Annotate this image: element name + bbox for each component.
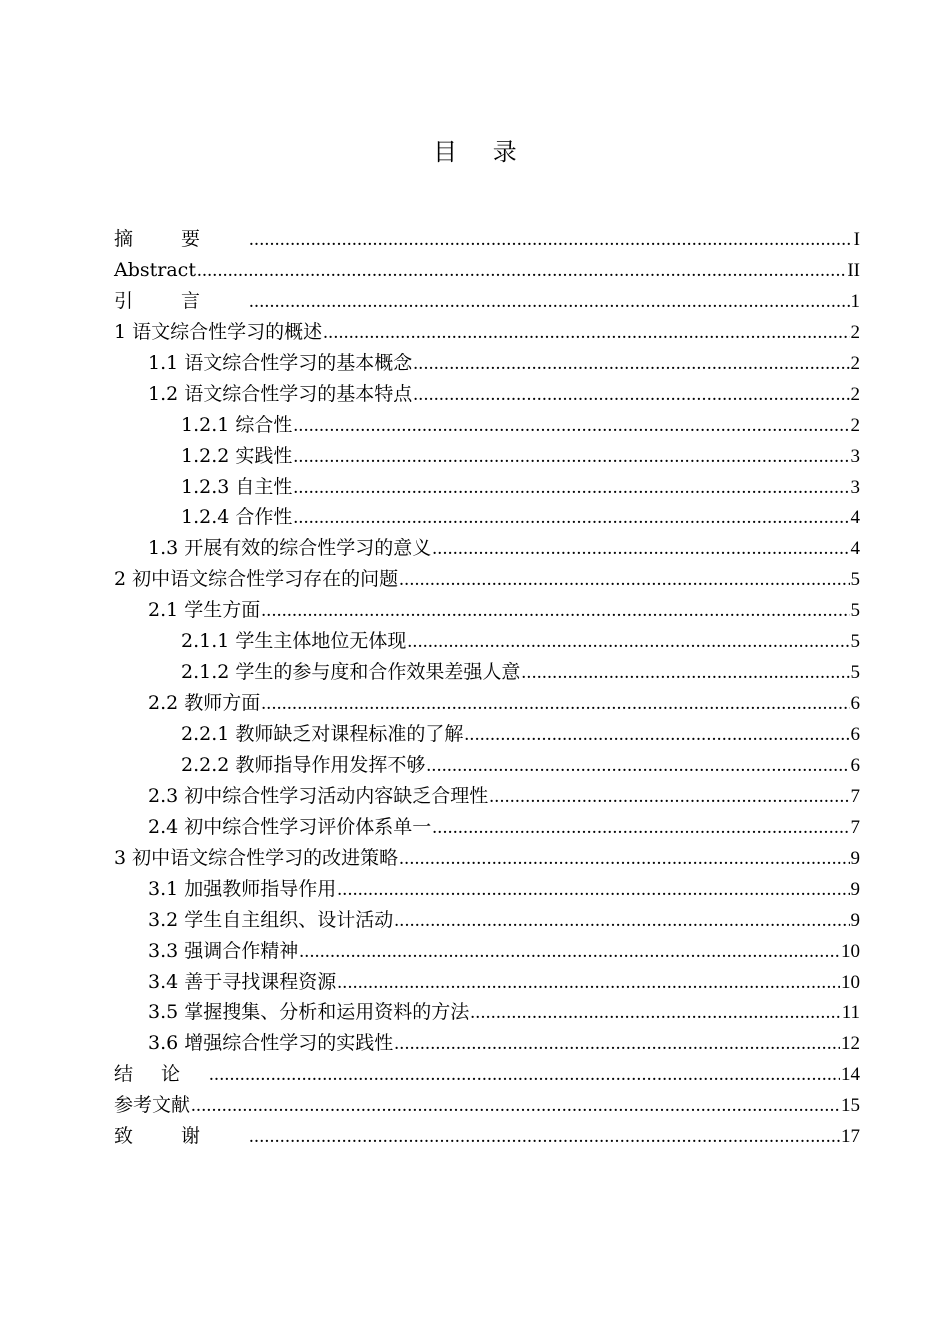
toc-entry-label: 致谢 — [114, 1125, 249, 1148]
toc-entry-label: 3 初中语文综合性学习的改进策略 — [114, 846, 399, 869]
toc-dot-leader — [413, 380, 849, 411]
toc-dot-leader — [407, 627, 849, 658]
toc-entry-label: 3.6 增强综合性学习的实践性 — [148, 1032, 394, 1055]
toc-page-number: 17 — [841, 1126, 860, 1148]
toc-entry[interactable] — [114, 905, 860, 936]
toc-entry-label: 3.2 学生自主组织、设计活动 — [148, 908, 394, 931]
toc-entry[interactable] — [114, 719, 860, 750]
toc-page-number: 6 — [850, 724, 860, 745]
toc-page-number: 4 — [850, 507, 860, 529]
table-of-contents — [114, 224, 860, 1152]
toc-dot-leader — [323, 318, 849, 349]
toc-page-number: 5 — [850, 600, 860, 622]
toc-entry-label: 1.2.4 合作性 — [181, 506, 293, 529]
toc-entry-label: 2.3 初中综合性学习活动内容缺乏合理性 — [148, 784, 489, 807]
toc-dot-leader — [470, 998, 840, 1029]
toc-page-number: 3 — [850, 476, 860, 498]
toc-entry-label: 2.4 初中综合性学习评价体系单一 — [148, 815, 432, 838]
toc-page-number: 2 — [850, 321, 860, 343]
toc-dot-leader — [249, 1122, 840, 1153]
toc-page-number: 1 — [850, 290, 860, 312]
toc-entry[interactable] — [114, 379, 860, 410]
toc-entry-label: 1 语文综合性学习的概述 — [114, 320, 323, 343]
toc-dot-leader — [293, 503, 849, 534]
toc-entry[interactable] — [114, 874, 860, 905]
toc-page-number: II — [847, 259, 860, 281]
toc-entry[interactable] — [114, 317, 860, 348]
toc-entry-label: 3.1 加强教师指导作用 — [148, 877, 337, 900]
toc-entry[interactable] — [114, 564, 860, 595]
toc-entry[interactable] — [114, 441, 860, 472]
toc-dot-leader — [399, 844, 849, 875]
toc-page-number: 7 — [850, 816, 860, 838]
toc-page-number: 15 — [841, 1095, 860, 1117]
toc-entry-label: 1.2.3 自主性 — [181, 475, 293, 498]
toc-dot-leader — [209, 1060, 840, 1091]
toc-dot-leader — [249, 225, 853, 256]
toc-dot-leader — [249, 287, 849, 318]
toc-page-number: I — [853, 229, 860, 250]
toc-entry[interactable] — [114, 1090, 860, 1121]
toc-page-number: 9 — [850, 878, 860, 900]
toc-entry[interactable] — [114, 224, 860, 255]
toc-page-number: 9 — [850, 909, 860, 931]
toc-page-number: 9 — [850, 847, 860, 869]
toc-page-number: 4 — [850, 538, 860, 560]
toc-entry[interactable] — [114, 626, 860, 657]
toc-entry[interactable] — [114, 595, 860, 626]
toc-entry[interactable] — [114, 348, 860, 379]
toc-dot-leader — [261, 689, 849, 720]
toc-dot-leader — [521, 658, 849, 689]
toc-entry[interactable] — [114, 1121, 860, 1152]
toc-entry[interactable] — [114, 286, 860, 317]
toc-entry-label: 1.1 语文综合性学习的基本概念 — [148, 351, 413, 374]
toc-entry-label: 结论 — [114, 1063, 209, 1086]
toc-page-number: 6 — [850, 754, 860, 776]
toc-entry[interactable] — [114, 1059, 860, 1090]
toc-entry[interactable] — [114, 750, 860, 781]
toc-page-number: 14 — [841, 1064, 860, 1086]
toc-page-number: 11 — [841, 1002, 860, 1024]
toc-dot-leader — [399, 565, 849, 596]
toc-entry-label: 2.2.2 教师指导作用发挥不够 — [181, 753, 426, 776]
toc-page-number: 2 — [850, 414, 860, 436]
toc-dot-leader — [413, 349, 849, 380]
toc-dot-leader — [293, 473, 849, 504]
toc-dot-leader — [432, 813, 849, 844]
toc-entry-label: 3.3 强调合作精神 — [148, 939, 299, 962]
toc-entry-label: 2.1.1 学生主体地位无体现 — [181, 630, 407, 653]
toc-dot-leader — [299, 937, 840, 968]
toc-entry-label: 摘要 — [114, 228, 249, 250]
toc-page-number: 2 — [850, 383, 860, 405]
toc-entry[interactable] — [114, 533, 860, 564]
toc-entry[interactable] — [114, 936, 860, 967]
toc-entry[interactable] — [114, 657, 860, 688]
toc-dot-leader — [464, 720, 849, 751]
toc-entry-label: 1.2.1 综合性 — [181, 413, 293, 436]
toc-dot-leader — [293, 442, 849, 473]
toc-entry[interactable] — [114, 255, 860, 286]
toc-page-number: 10 — [841, 971, 860, 993]
toc-page-number: 7 — [850, 785, 860, 807]
toc-entry[interactable] — [114, 1028, 860, 1059]
toc-entry-label: 1.2 语文综合性学习的基本特点 — [148, 382, 413, 405]
toc-entry-label: 2.1.2 学生的参与度和合作效果差强人意 — [181, 661, 521, 684]
toc-entry-label: 2.1 学生方面 — [148, 599, 261, 622]
toc-entry-label: 1.3 开展有效的综合性学习的意义 — [148, 537, 432, 560]
toc-entry-label: 3.5 掌握搜集、分析和运用资料的方法 — [148, 1001, 470, 1024]
toc-page-number: 5 — [850, 662, 860, 684]
toc-dot-leader — [337, 875, 849, 906]
toc-entry[interactable] — [114, 410, 860, 441]
toc-entry-label: 3.4 善于寻找课程资源 — [148, 970, 337, 993]
toc-entry-label: 1.2.2 实践性 — [181, 444, 293, 467]
toc-page-number: 6 — [850, 693, 860, 715]
toc-dot-leader — [394, 1029, 840, 1060]
toc-dot-leader — [191, 1091, 840, 1122]
toc-entry-label: Abstract — [114, 258, 196, 281]
toc-entry-label: 2.2.1 教师缺乏对课程标准的了解 — [181, 723, 464, 745]
toc-page-number: 12 — [841, 1033, 860, 1055]
toc-dot-leader — [197, 256, 846, 287]
toc-page-number: 3 — [850, 445, 860, 467]
toc-entry-label: 2.2 教师方面 — [148, 692, 261, 715]
toc-dot-leader — [426, 751, 849, 782]
toc-entry[interactable] — [114, 688, 860, 719]
toc-entry[interactable] — [114, 472, 860, 503]
toc-entry[interactable] — [114, 967, 860, 998]
toc-entry-label: 2 初中语文综合性学习存在的问题 — [114, 568, 399, 591]
toc-dot-leader — [293, 411, 849, 442]
toc-entry[interactable] — [114, 997, 860, 1028]
toc-dot-leader — [394, 906, 849, 937]
toc-entry[interactable] — [114, 502, 860, 533]
toc-dot-leader — [337, 968, 840, 999]
toc-dot-leader — [489, 782, 849, 813]
toc-entry[interactable] — [114, 843, 860, 874]
toc-entry-label: 引言 — [114, 289, 249, 312]
toc-dot-leader — [432, 534, 849, 565]
toc-page-number: 10 — [841, 940, 860, 962]
toc-page-number: 5 — [850, 631, 860, 653]
toc-entry[interactable] — [114, 812, 860, 843]
toc-page-number: 5 — [850, 569, 860, 591]
toc-page-number: 2 — [850, 352, 860, 374]
toc-entry[interactable] — [114, 781, 860, 812]
toc-title: 目 录 — [433, 138, 531, 166]
toc-entry-label: 参考文献 — [114, 1094, 191, 1117]
toc-dot-leader — [261, 596, 849, 627]
